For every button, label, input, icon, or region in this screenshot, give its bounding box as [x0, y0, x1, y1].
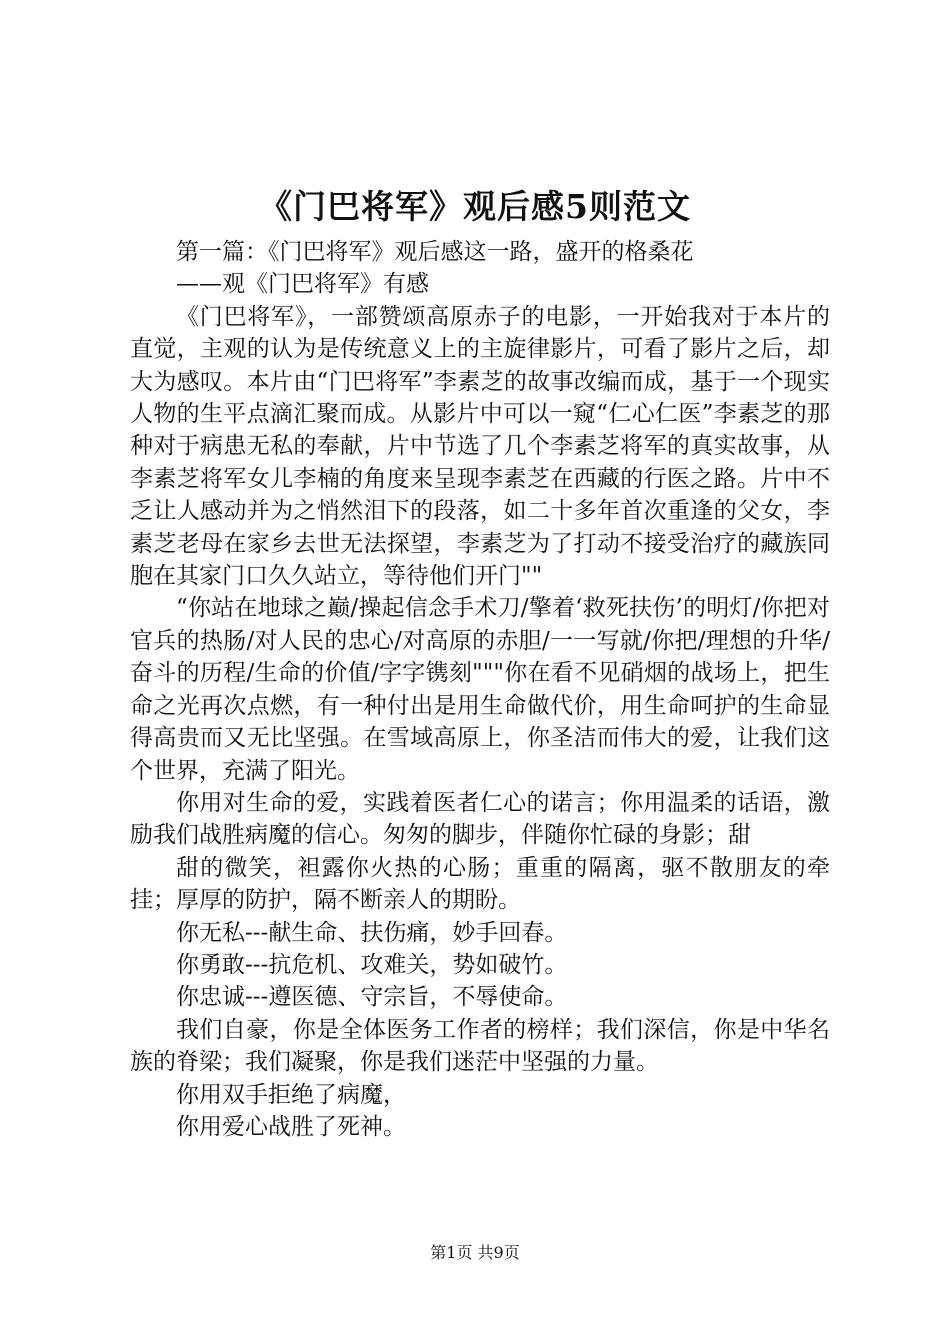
- section-heading: 第一篇：《门巴将军》观后感这一路，盛开的格桑花: [176, 239, 694, 265]
- page-number-footer: 第1页 共9页: [430, 1243, 520, 1262]
- body-paragraph: 你用爱心战胜了死神。: [176, 1113, 406, 1140]
- body-paragraph: 你忠诚---遵医德、守宗旨，不辱使命。: [176, 984, 568, 1011]
- body-paragraph: 你用双手拒绝了病魔，: [176, 1081, 406, 1108]
- body-paragraph: “你站在地球之巅/操起信念手术刀/擎着‘救死扶伤’的明灯/你把对官兵的热肠/对人民的忠心/对高原的赤胆/一一写就/你把/理想的升华/奋斗的历程/生命的价值/字字镌刻"""你在看不见硝烟的战场上，把生命之光再次点燃，有一种付出是用生命做代价，用生命呵护的生命显得高贵而又无比坚强。在雪域高原上，你圣洁而伟大的爱，让我们这个世界，充满了阳光。: [130, 595, 830, 784]
- section-subheading: ——观《门巴将军》有感: [176, 271, 429, 298]
- body-paragraph: 我们自豪，你是全体医务工作者的榜样；我们深信，你是中华名族的脊梁；我们凝聚，你是我们迷茫中坚强的力量。: [130, 1016, 830, 1076]
- body-paragraph: 你勇敢---抗危机、攻难关，势如破竹。: [176, 951, 568, 978]
- body-paragraph: 你无私---献生命、扶伤痛，妙手回春。: [176, 919, 568, 946]
- body-paragraph: 甜的微笑，袒露你火热的心肠；重重的隔离，驱不散朋友的牵挂；厚厚的防护，隔不断亲人的期盼。: [130, 854, 830, 914]
- body-paragraph: 《门巴将军》，一部赞颂高原赤子的电影，一开始我对于本片的直觉，主观的认为是传统意义上的主旋律影片，可看了影片之后，却大为感叹。本片由“门巴将军”李素芝的故事改编而成，基于一个现实人物的生平点滴汇聚而成。从影片中可以一窥“仁心仁医”李素芝的那种对于病患无私的奉献，片中节选了几个李素芝将军的真实故事，从李素芝将军女儿李楠的角度来呈现李素芝在西藏的行医之路。片中不乏让人感动并为之悄然泪下的段落，如二十多年首次重逢的父女，李素芝老母在家乡去世无法探望，李素芝为了打动不接受治疗的藏族同胞在其家门口久久站立，等待他们开门"": [130, 303, 830, 590]
- body-paragraph: 你用对生命的爱，实践着医者仁心的诺言；你用温柔的话语，激励我们战胜病魔的信心。匆匆的脚步，伴随你忙碌的身影；甜: [130, 789, 830, 849]
- document-body: [130, 236, 830, 1143]
- document-title: 《门巴将军》观后感5则范文: [259, 187, 691, 226]
